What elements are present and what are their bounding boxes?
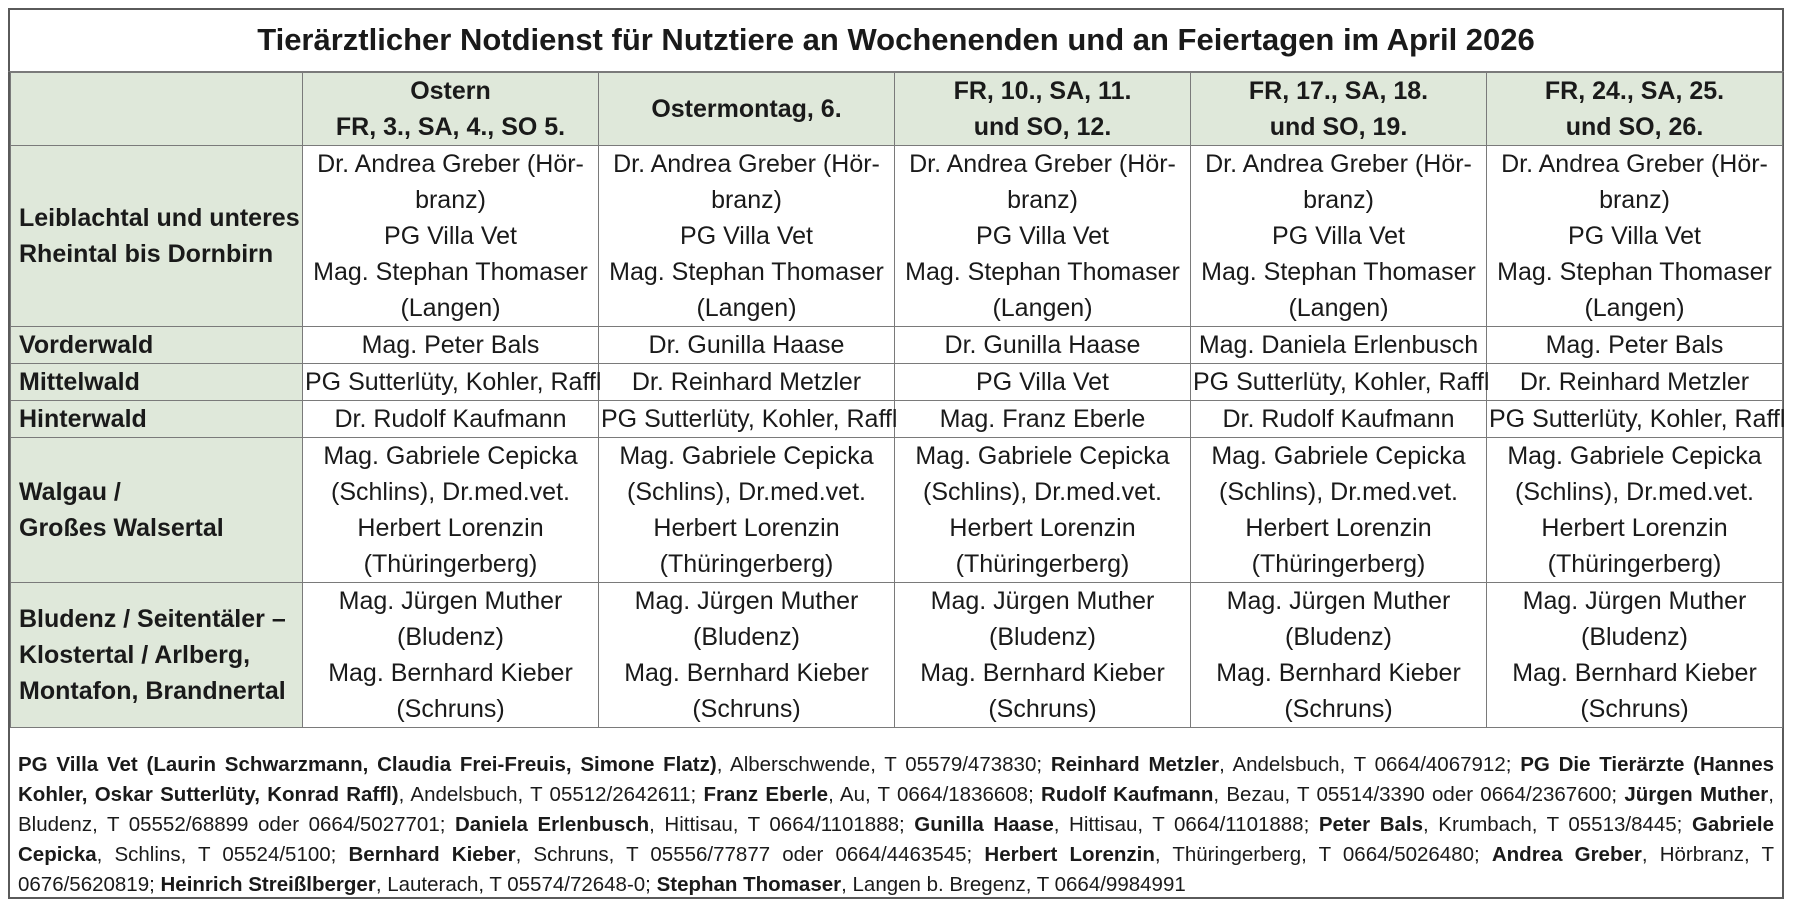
duty-cell [599, 327, 895, 364]
duty-cell [1487, 401, 1786, 438]
duty-line: (Thüringerberg) [1547, 550, 1722, 578]
contact-name: Daniela Erlenbusch [455, 813, 650, 836]
duty-line: Mag. Stephan Thomaser [609, 258, 884, 286]
contact-name: PG Die Tierärzte (Hannes Kohler, Oskar Sutterlüty, Konrad Raffl) [18, 753, 1775, 806]
header-line: FR, 24., SA, 25. [1544, 77, 1725, 105]
duty-line: (Schlins), Dr.med.vet. [1515, 478, 1754, 506]
region-line: Rheintal bis Dornbirn [19, 240, 274, 268]
header-line: Ostermontag, 6. [651, 95, 842, 123]
duty-line: Mag. Bernhard Kieber [328, 659, 573, 687]
duty-line: Mag. Gabriele Cepicka [915, 442, 1170, 470]
duty-line: (Thüringerberg) [363, 550, 538, 578]
duty-line: Herbert Lorenzin [1245, 514, 1432, 542]
page-title: Tierärztlicher Notdienst für Nutztiere an Wochenenden und an Feiertagen im April 2026 [8, 8, 1784, 72]
duty-cell [303, 438, 599, 583]
duty-line: (Langen) [992, 294, 1093, 322]
duty-line: branz) [1599, 186, 1670, 214]
duty-line: (Thüringerberg) [1251, 550, 1426, 578]
contact-list [18, 750, 1774, 900]
duty-line: Mag. Stephan Thomaser [313, 258, 588, 286]
duty-line: Herbert Lorenzin [357, 514, 544, 542]
header-corner [11, 73, 303, 146]
duty-line: PG Sutterlüty, Kohler, Raffl [1193, 368, 1490, 396]
contact-name: Reinhard Metzler [1050, 753, 1220, 776]
duty-cell [1191, 364, 1490, 401]
duty-line: PG Villa Vet [976, 368, 1109, 396]
region-label [11, 401, 303, 438]
contact-name: Gunilla Haase [914, 813, 1054, 836]
duty-line: PG Sutterlüty, Kohler, Raffl [305, 368, 602, 396]
duty-line: (Langen) [1584, 294, 1685, 322]
duty-line: (Schruns) [692, 695, 801, 723]
duty-line: Mag. Jürgen Muther [634, 587, 859, 615]
duty-cell [895, 438, 1191, 583]
duty-cell [1487, 327, 1783, 364]
duty-line: Mag. Jürgen Muther [1226, 587, 1451, 615]
contact-name: Peter Bals [1318, 813, 1424, 836]
duty-line: Mag. Bernhard Kieber [1216, 659, 1461, 687]
duty-cell [303, 146, 599, 327]
contact-details: , Krumbach, T 05513/8445; [1423, 813, 1692, 836]
duty-line: (Schruns) [988, 695, 1097, 723]
contact-details: , Schruns, T 05556/77877 oder 0664/4463545; [515, 843, 985, 866]
contact-name: Heinrich Streißlberger [160, 873, 376, 896]
duty-line: Dr. Reinhard Metzler [631, 368, 862, 396]
contact-name: Jürgen Muther [1624, 783, 1769, 806]
header-line: FR, 10., SA, 11. [953, 77, 1132, 105]
duty-cell [895, 327, 1191, 364]
duty-cell [1191, 401, 1487, 438]
contact-details: , Hittisau, T 0664/1101888; [649, 813, 915, 836]
duty-line: Dr. Andrea Greber (Hör- [317, 150, 584, 178]
duty-line: Dr. Gunilla Haase [648, 331, 845, 359]
duty-cell [599, 146, 895, 327]
duty-line: (Schlins), Dr.med.vet. [923, 478, 1162, 506]
header-line: FR, 17., SA, 18. [1248, 77, 1429, 105]
region-label [11, 364, 303, 401]
duty-line: Mag. Franz Eberle [939, 405, 1146, 433]
duty-line: branz) [1303, 186, 1374, 214]
duty-cell [599, 583, 895, 728]
duty-cell [1487, 364, 1783, 401]
duty-line: Mag. Gabriele Cepicka [1211, 442, 1466, 470]
duty-line: Dr. Andrea Greber (Hör- [613, 150, 880, 178]
region-line: Walgau / [19, 478, 121, 506]
header-line: FR, 3., SA, 4., SO 5. [335, 113, 566, 141]
duty-cell [895, 364, 1191, 401]
duty-line: Mag. Stephan Thomaser [1497, 258, 1772, 286]
duty-line: Dr. Reinhard Metzler [1519, 368, 1750, 396]
duty-line: PG Villa Vet [680, 222, 813, 250]
duty-line: (Thüringerberg) [659, 550, 834, 578]
duty-line: Herbert Lorenzin [949, 514, 1136, 542]
duty-line: Mag. Jürgen Muther [930, 587, 1155, 615]
table-row [11, 364, 1783, 401]
region-label [11, 327, 303, 364]
duty-line: Mag. Gabriele Cepicka [323, 442, 578, 470]
contact-name: Gabriele Cepicka [18, 813, 1774, 866]
region-line: Vorderwald [19, 331, 154, 359]
table-row [11, 146, 1783, 327]
duty-line: Mag. Bernhard Kieber [920, 659, 1165, 687]
duty-line: Dr. Rudolf Kaufmann [334, 405, 567, 433]
column-header [895, 73, 1191, 146]
duty-cell [1191, 438, 1487, 583]
table-row [11, 583, 1783, 728]
duty-line: (Schruns) [1580, 695, 1689, 723]
duty-line: branz) [415, 186, 486, 214]
duty-line: (Schlins), Dr.med.vet. [331, 478, 570, 506]
duty-line: (Langen) [696, 294, 797, 322]
contact-details: , Bezau, T 05514/3390 oder 0664/2367600; [1213, 783, 1625, 806]
contact-details: , Bludenz, T 05552/68899 oder 0664/5027701; [18, 783, 1774, 836]
contact-details: , Schlins, T 05524/5100; [96, 843, 349, 866]
contact-details: , Andelsbuch, T 0664/4067912; [1219, 753, 1521, 776]
duty-line: (Bludenz) [397, 623, 504, 651]
contact-name: Franz Eberle [703, 783, 829, 806]
contact-details: , Hörbranz, T 0676/5620819; [18, 843, 1775, 896]
duty-line: (Bludenz) [693, 623, 800, 651]
region-line: Bludenz / Seitentäler – [19, 605, 286, 633]
duty-line: branz) [711, 186, 782, 214]
duty-line: Mag. Bernhard Kieber [624, 659, 869, 687]
contact-name: Stephan Thomaser [656, 873, 842, 896]
duty-line: Mag. Peter Bals [361, 331, 540, 359]
duty-line: Mag. Jürgen Muther [338, 587, 563, 615]
duty-line: (Schruns) [396, 695, 505, 723]
duty-cell [1191, 583, 1487, 728]
duty-line: Dr. Andrea Greber (Hör- [1205, 150, 1472, 178]
duty-line: Mag. Gabriele Cepicka [1507, 442, 1762, 470]
contact-name: Rudolf Kaufmann [1041, 783, 1214, 806]
contact-details: , Thüringerberg, T 0664/5026480; [1154, 843, 1492, 866]
duty-line: PG Villa Vet [976, 222, 1109, 250]
table-row [11, 401, 1783, 438]
duty-line: Dr. Andrea Greber (Hör- [909, 150, 1176, 178]
table-row [11, 438, 1783, 583]
duty-line: PG Villa Vet [1568, 222, 1701, 250]
duty-line: (Langen) [1288, 294, 1389, 322]
header-line: und SO, 19. [1269, 113, 1408, 141]
duty-line: Mag. Stephan Thomaser [905, 258, 1180, 286]
contact-details: , Andelsbuch, T 05512/2642611; [398, 783, 704, 806]
duty-cell [599, 364, 895, 401]
duty-line: PG Villa Vet [384, 222, 517, 250]
duty-line: (Bludenz) [989, 623, 1096, 651]
duty-cell [895, 401, 1191, 438]
duty-line: Dr. Andrea Greber (Hör- [1501, 150, 1768, 178]
table-row [11, 327, 1783, 364]
duty-line: Mag. Gabriele Cepicka [619, 442, 874, 470]
region-line: Leiblachtal und unteres [19, 204, 300, 232]
schedule-table [10, 72, 1786, 728]
duty-line: Mag. Stephan Thomaser [1201, 258, 1476, 286]
duty-line: Mag. Jürgen Muther [1522, 587, 1747, 615]
region-line: Montafon, Brandnertal [19, 677, 286, 705]
duty-line: (Thüringerberg) [955, 550, 1130, 578]
duty-cell [303, 583, 599, 728]
duty-cell [303, 364, 602, 401]
duty-cell [895, 583, 1191, 728]
region-label [11, 146, 303, 327]
duty-line: Dr. Gunilla Haase [944, 331, 1141, 359]
header-row [11, 73, 1783, 146]
duty-line: (Schlins), Dr.med.vet. [627, 478, 866, 506]
duty-line: Herbert Lorenzin [653, 514, 840, 542]
header-line: Ostern [410, 77, 491, 105]
duty-cell [303, 327, 599, 364]
region-label [11, 438, 303, 583]
duty-line: (Bludenz) [1285, 623, 1392, 651]
duty-line: Mag. Daniela Erlenbusch [1198, 331, 1479, 359]
duty-line: (Schlins), Dr.med.vet. [1219, 478, 1458, 506]
contact-details: , Langen b. Bregenz, T 0664/9984991 [841, 873, 1186, 896]
duty-line: (Schruns) [1284, 695, 1393, 723]
duty-cell [1487, 146, 1783, 327]
duty-line: branz) [1007, 186, 1078, 214]
duty-cell [1487, 438, 1783, 583]
duty-cell [1191, 146, 1487, 327]
contact-details: , Lauterach, T 05574/72648-0; [375, 873, 657, 896]
duty-line: (Langen) [400, 294, 501, 322]
duty-line: PG Villa Vet [1272, 222, 1405, 250]
contact-name: Herbert Lorenzin [984, 843, 1155, 866]
duty-line: Mag. Peter Bals [1545, 331, 1724, 359]
duty-cell [895, 146, 1191, 327]
contact-details: , Hittisau, T 0664/1101888; [1053, 813, 1319, 836]
column-header [1487, 73, 1783, 146]
duty-cell [303, 401, 599, 438]
duty-line: (Bludenz) [1581, 623, 1688, 651]
region-line: Klostertal / Arlberg, [19, 641, 251, 669]
header-line: und SO, 26. [1565, 113, 1704, 141]
duty-line: Mag. Bernhard Kieber [1512, 659, 1757, 687]
region-line: Mittelwald [19, 368, 140, 396]
region-label [11, 583, 303, 728]
region-line: Hinterwald [19, 405, 147, 433]
duty-cell [599, 438, 895, 583]
contact-name: Bernhard Kieber [348, 843, 516, 866]
column-header [303, 73, 599, 146]
contact-name: PG Villa Vet (Laurin Schwarzmann, Claudia Frei-Freuis, Simone Flatz) [18, 753, 717, 776]
column-header [599, 73, 895, 146]
header-line: und SO, 12. [973, 113, 1112, 141]
contact-name: Andrea Greber [1491, 843, 1642, 866]
duty-cell [1191, 327, 1487, 364]
duty-cell [1487, 583, 1783, 728]
duty-line: Dr. Rudolf Kaufmann [1222, 405, 1455, 433]
contact-details: , Au, T 0664/1836608; [828, 783, 1042, 806]
duty-line: PG Sutterlüty, Kohler, Raffl [601, 405, 898, 433]
duty-line: Herbert Lorenzin [1541, 514, 1728, 542]
duty-cell [599, 401, 898, 438]
region-line: Großes Walsertal [19, 514, 224, 542]
contact-details: , Alberschwende, T 05579/473830; [716, 753, 1051, 776]
column-header [1191, 73, 1487, 146]
duty-line: PG Sutterlüty, Kohler, Raffl [1489, 405, 1786, 433]
